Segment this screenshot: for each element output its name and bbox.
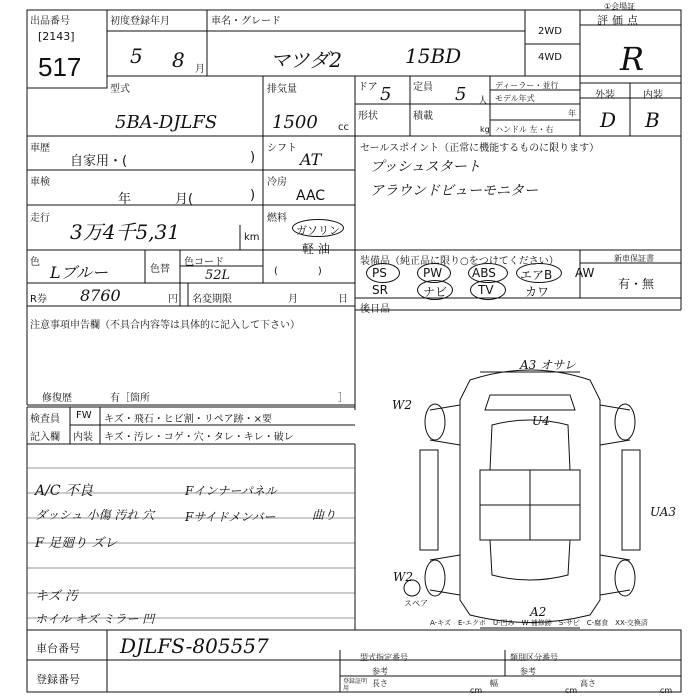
car-diagram [404,370,640,628]
repair-close: ］ [338,393,348,404]
width-cm: cm [565,686,578,695]
equip-abs: ABS [472,266,496,280]
model-value: 5BA-DJLFS [115,112,218,133]
color-value: Lブルー [50,263,108,282]
width-label: 幅 [490,679,498,688]
reg-label: 登録番号 [36,673,80,686]
note-inner-panel: Fインナーパネル [185,484,277,498]
equip-navi-circle [417,280,453,300]
fuel-diesel: 軽 油 [302,242,330,256]
year-unit: 年 [568,109,576,118]
category-ref: 参考 [520,667,536,676]
equip-airbag: エアB [520,268,553,282]
equip-airbag-circle [516,263,562,283]
sales-line-1: プッシュスタート [370,159,481,175]
door-value: 5 [380,84,392,105]
first-reg-year: 5 [130,44,143,68]
chassis-value: DJLFS-805557 [120,634,269,658]
type-designation-label: 型式指定番号 [360,653,408,662]
use-label: 車歴 [30,143,50,154]
ac-label: 冷房 [267,177,287,188]
name-change-day: 日 [338,294,348,305]
after-label: 後日品 [360,304,390,315]
notes-label: 注意事項申告欄（不具合内容等は具体的に記入して下さい） [30,320,300,331]
mileage-label: 走行 [30,213,50,224]
reg-cert-label: 登録証明用 [343,678,368,692]
load-label: 積載 [413,111,433,122]
recycle-value: 8760 [80,286,121,305]
interior-items: キズ・汚レ・コゲ・穴・タレ・キレ・破レ [104,432,294,443]
door-label: ドア [358,82,378,93]
inspection-year: 年 [118,192,132,207]
inspection-label: 車検 [30,177,50,188]
color-code-value: 52L [205,268,231,283]
repair-value: 有［箇所 [110,393,150,404]
interior-label: 内装 [73,432,93,443]
length-cm: cm [470,686,483,695]
mark-right-side: UA3 [650,505,677,519]
length-label: 長さ [372,679,388,688]
warranty-value: 有・無 [618,277,655,291]
chassis-label: 車台番号 [36,642,80,655]
mileage-value: 3万4千5,31 [70,220,180,244]
height-cm: cm [660,686,673,695]
fuel-label: 燃料 [267,213,287,224]
mark-left-front: W2 [393,570,413,584]
ac-value: AAC [296,188,326,204]
type-designation-ref: 参考 [372,667,388,676]
cc-unit: cc [338,122,349,133]
inspector-label-1: 検査員 [30,414,60,425]
capacity-label: 定員 [413,82,433,93]
height-label: 高さ [580,679,596,688]
equip-ps-circle [366,263,400,283]
fw-items: キズ・飛石・ヒビ割・リペア跡・×要 [104,414,272,425]
fuel-gas-circle [292,219,344,237]
ext-label: 外装 [595,90,615,101]
km-unit: km [244,232,260,243]
note-ac: A/C 不良 [35,483,93,499]
kg-unit: kg [480,125,490,134]
mark-rear-bumper: A3 オサレ [520,358,576,372]
lot-number: 517 [38,52,82,82]
note-wheel: ホイル キズ ミラー 凹 [35,612,155,626]
equip-pw: PW [423,266,443,280]
first-reg-label: 初度登録年月 [110,16,170,27]
score-label: 評価点 [597,14,642,27]
first-reg-month: 8 [172,48,185,72]
model-year-label: モデル年式 [495,94,535,103]
car-name: マツダ2 [270,48,342,72]
spare-label: スペア [404,599,428,608]
mark-left-rear: W2 [392,398,412,412]
inspection-close: ) [250,188,256,203]
sales-label: セールスポイント（正常に機能するものに限ります） [360,143,600,154]
dealer-label: ディーラー・並行 [495,81,559,90]
int-label: 内装 [643,90,663,101]
equip-tv-circle [470,280,506,300]
color-change-label: 色替 [150,264,170,275]
lot-label: 出品番号 [30,16,70,27]
fw-label: FW [76,410,92,421]
name-change-month: 月 [288,294,298,305]
yen-unit: 円 [168,294,178,305]
recycle-label: R券 [30,294,47,305]
shift-label: シフト [267,143,297,154]
mark-roof: U4 [532,414,550,428]
name-label: 車名・グレード [211,16,281,27]
use-close: ) [250,150,256,165]
drive-4wd: 4WD [538,52,562,63]
shape-label: 形状 [358,111,378,122]
color-label: 色 [30,257,40,268]
model-label: 型式 [110,84,130,95]
warranty-label: 新車保証書 [614,254,654,263]
note-dash: ダッシュ 小傷 汚れ 穴 [35,508,155,522]
repair-label: 修復歴 [42,393,72,404]
venue-stamp: ①会場証 [604,2,636,11]
displacement-label: 排気量 [267,84,297,95]
sales-line-2: アラウンドビューモニター [370,183,538,199]
equip-aw: AW [575,266,595,280]
handle-label: ハンドル 左・右 [495,125,554,134]
category-label: 類別区分番号 [510,653,558,662]
equip-tv: TV [478,283,494,297]
int-value: B [645,108,660,132]
person-unit: 人 [478,96,488,107]
fuel-paren: ( ) [274,266,322,277]
displacement-value: 1500 [272,112,318,133]
month-unit: 月 [195,64,205,75]
color-code-label: 色コード [184,257,224,268]
ext-value: D [600,108,617,132]
shift-value: AT [300,150,322,169]
note-scratch: キズ 汚 [35,589,78,604]
equip-sr: SR [372,283,388,297]
inspection-month: 月( [175,192,194,207]
mark-front: A2 [530,605,547,619]
equip-ps: PS [372,266,387,280]
inspector-label-2: 記入欄 [30,432,60,443]
damage-legend: A-キズ E-エクボ U-凹み W-補修跡 S-サビ C-腐食 XX-交換済 [430,619,648,627]
name-change-label: 名変期限 [192,294,232,305]
fuel-gas: ガソリン [296,224,340,237]
lot-code: [2143] [38,30,75,43]
note-bent: 曲り [312,508,337,522]
score-value: R [620,40,645,78]
drive-2wd: 2WD [538,26,562,37]
equip-navi: ナビ [423,285,448,299]
use-value: 自家用・( [70,154,128,169]
capacity-value: 5 [455,84,467,105]
equip-leather: カワ [525,285,550,299]
note-side-member: Fサイドメンバー [185,510,276,524]
equipment-label: 装備品（純正品に限り○をつけてください） [360,256,559,267]
car-grade: 15BD [405,44,462,68]
note-suspension: F 足廻り ズレ [35,536,118,551]
